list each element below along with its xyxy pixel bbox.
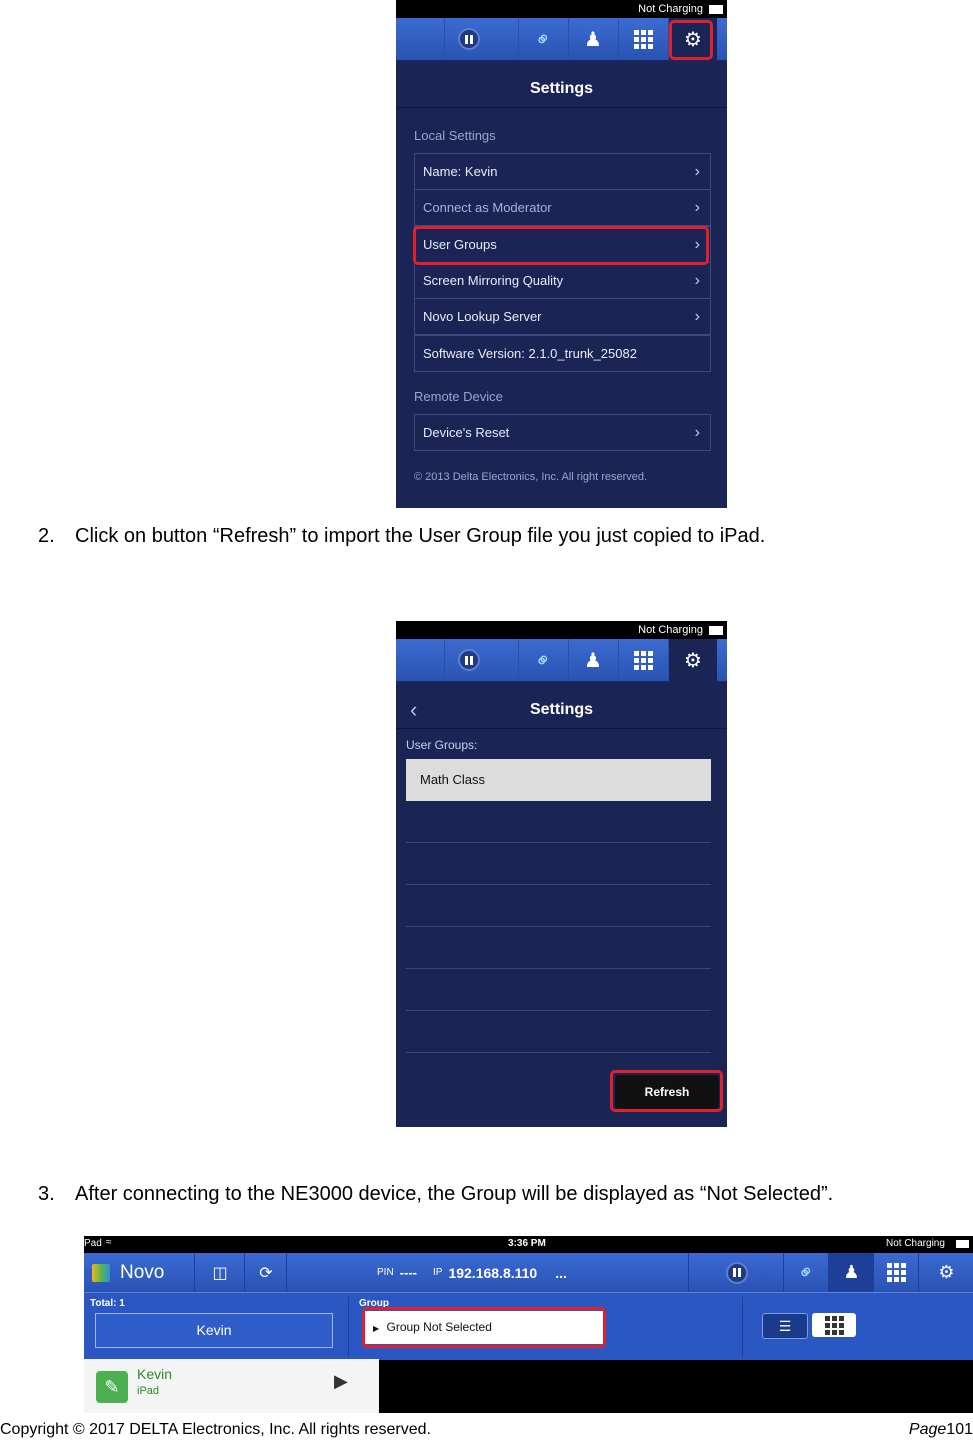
caret-right-icon: ▶ [373,1324,380,1333]
app-copyright: © 2013 Delta Electronics, Inc. All right reserved. [414,471,648,483]
users-button[interactable] [568,18,617,60]
list-divider [406,1052,711,1053]
pause-button[interactable] [444,18,493,60]
user-avatar-icon: ✎ [96,1371,128,1403]
display-button[interactable] [194,1253,245,1292]
group-label: Group [359,1298,389,1309]
page-number-value: 101 [946,1421,973,1438]
grid-button[interactable] [873,1253,919,1292]
step-number: 2. [38,525,55,547]
session-panel [84,1292,973,1360]
page-title [396,61,727,108]
device-label: Pad [84,1238,102,1249]
row-connect-moderator[interactable] [414,189,711,226]
pause-button[interactable] [444,639,493,681]
wifi-icon: ≈ [106,1237,112,1248]
user-list-item[interactable] [84,1359,379,1413]
user-groups-highlight [413,226,709,265]
divider [742,1297,743,1357]
row-mirroring-quality[interactable] [414,262,711,299]
grid-button[interactable] [618,18,667,60]
link-icon: ⚭ [529,25,558,54]
display-icon: ◫ [212,1264,228,1282]
row-device-reset[interactable] [414,414,711,451]
grid-icon [825,1316,844,1335]
sync-icon: ⟳ [259,1264,273,1282]
gear-icon: ⚙ [938,1262,955,1282]
users-icon: ♟ [584,28,602,51]
page-title [396,682,727,729]
grid-button[interactable] [618,639,667,681]
link-icon: ⚭ [529,646,558,675]
users-button[interactable] [568,639,617,681]
app-name: Novo [120,1261,165,1283]
list-divider [406,842,711,843]
chevron-right-icon: › [694,199,700,216]
ip-label: IP [433,1267,443,1278]
step-text: Click on button “Refresh” to import the User Group file you just copied to iPad. [75,525,766,547]
group-item-math-class[interactable]: Math Class [406,759,711,801]
list-divider [406,926,711,927]
grid-icon [634,651,653,670]
charging-status: Not Charging [638,624,703,636]
page-label: Page [908,1421,947,1438]
grid-icon [887,1263,906,1282]
pause-icon [458,649,480,671]
toolbar [396,639,727,682]
link-icon: ⚭ [793,1259,821,1287]
ip-value: 192.168.8.110 [448,1264,538,1281]
charging-status: Not Charging [886,1238,945,1249]
divider [348,1297,349,1357]
list-view-button[interactable] [762,1313,808,1339]
settings-screenshot-1 [396,0,727,508]
chevron-right-icon: › [694,308,700,325]
row-label: Novo Lookup Server [423,309,542,324]
page-title-text: Settings [529,701,594,718]
app-brand [84,1253,194,1292]
present-icon[interactable]: ▶ [334,1371,348,1391]
pause-icon [726,1262,748,1284]
settings-button[interactable] [918,1253,973,1292]
row-label: Device's Reset [423,425,510,440]
chevron-right-icon: › [694,236,700,253]
page-number [909,1421,973,1439]
status-bar [84,1236,973,1253]
charging-status: Not Charging [638,3,703,15]
settings-button[interactable] [668,639,717,681]
group-value: Group Not Selected [386,1320,492,1334]
grid-view-button[interactable] [812,1313,856,1337]
connection-info [286,1253,688,1292]
users-icon: ♟ [843,1262,860,1282]
step-number: 3. [38,1183,55,1205]
pause-button[interactable] [688,1253,784,1292]
sync-button[interactable] [244,1253,287,1292]
row-label: Name: Kevin [423,164,498,179]
list-divider [406,884,711,885]
pin-label: PIN [377,1267,394,1278]
row-label: Screen Mirroring Quality [423,273,564,288]
chevron-right-icon: › [694,163,700,180]
battery-icon [956,1240,969,1248]
row-label: User Groups [423,237,497,252]
status-bar [396,0,727,18]
more-button[interactable]: ... [555,1264,567,1281]
link-button[interactable] [518,18,567,60]
row-name[interactable] [414,153,711,190]
refresh-button[interactable]: Refresh [615,1075,719,1109]
refresh-highlight [610,1070,723,1112]
user-device: iPad [137,1385,160,1397]
link-button[interactable] [518,639,567,681]
list-divider [406,968,711,969]
kevin-button[interactable]: Kevin [95,1313,333,1348]
row-label: Connect as Moderator [423,200,552,215]
user-name: Kevin [137,1366,173,1382]
pause-icon [458,28,480,50]
status-bar [396,621,727,639]
total-label: Total: 1 [90,1298,125,1309]
battery-icon [709,5,723,14]
gear-icon: ⚙ [684,28,702,51]
group-highlight [362,1307,606,1348]
step-text: After connecting to the NE3000 device, the Group will be displayed as “Not Selected”. [75,1183,834,1205]
back-chevron-icon[interactable]: ‹ [410,697,418,722]
settings-highlight [669,20,713,60]
main-toolbar [84,1253,973,1292]
link-button[interactable] [783,1253,829,1292]
row-software-version [414,335,711,372]
row-lookup-server[interactable] [414,298,711,335]
clock: 3:36 PM [508,1238,546,1249]
ipad-screenshot [84,1236,973,1413]
battery-icon [709,626,723,635]
local-settings-label: Local Settings [414,128,496,143]
list-divider [406,1010,711,1011]
page-title-text: Settings [529,80,594,97]
grid-icon [634,30,653,49]
novo-logo-icon [92,1264,110,1282]
settings-screenshot-2 [396,621,727,1127]
user-groups-label: User Groups: [406,738,478,752]
chevron-right-icon: › [694,424,700,441]
gear-icon: ⚙ [684,649,702,672]
list-icon: ☰ [778,1317,792,1334]
chevron-right-icon: › [694,272,700,289]
footer-copyright: Copyright © 2017 DELTA Electronics, Inc. All rights reserved. [0,1421,431,1438]
remote-device-label: Remote Device [414,389,503,404]
users-icon: ♟ [584,649,602,672]
page-footer [0,1421,973,1442]
row-label: Software Version: 2.1.0_trunk_25082 [423,346,637,361]
users-button[interactable] [828,1253,874,1292]
pin-value: ---- [399,1265,417,1280]
